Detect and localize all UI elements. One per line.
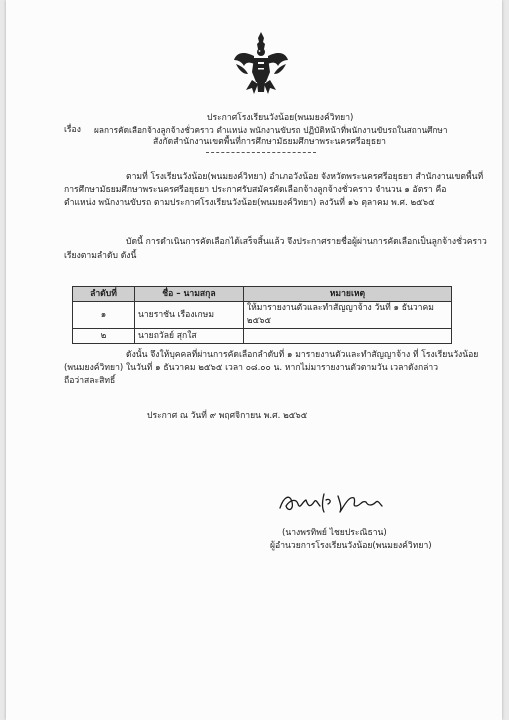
paragraph-3-line-2: (พนมยงค์วิทยา) ในวันที่ ๑ ธันวาคม ๒๕๖๕ เวลา ๐๘.๐๐ น. หากไม่มารายงานตัวตามวัน เวลาดังกล่าว — [64, 363, 439, 373]
document-page — [6, 0, 502, 720]
paragraph-1-line-3: ตำแหน่ง พนักงานขับรถ ตามประกาศโรงเรียนวังน้อย(พนมยงค์วิทยา) ลงวันที่ ๑๖ ตุลาคม พ.ศ. ๒๕๖๕ — [64, 198, 435, 208]
subject-line-2: สังกัดสำนักงานเขตพื้นที่การศึกษามัธยมศึกษาพระนครศรีอยุธยา — [153, 137, 386, 147]
cell-name: นายราชัน เรืองเกษม — [134, 302, 243, 329]
table-row — [73, 329, 452, 344]
announced-date: ประกาศ ณ วันที่ ๙ พฤศจิกายน พ.ศ. ๒๕๖๕ — [147, 411, 308, 421]
subject-label: เรื่อง — [64, 125, 81, 135]
paragraph-1-line-1: ตามที่ โรงเรียนวังน้อย(พนมยงค์วิทยา) อำเภอวังน้อย จังหวัดพระนครศรีอยุธยา สำนักงานเขตพื้นที่ — [126, 172, 484, 182]
table-row — [73, 302, 452, 329]
header-order: ลำดับที่ — [73, 287, 135, 302]
signature-image — [276, 488, 386, 516]
signatory-title: ผู้อำนวยการโรงเรียนวังน้อย(พนมยงค์วิทยา) — [270, 541, 432, 551]
garuda-emblem-icon — [232, 30, 290, 96]
subject-line-1: ผลการคัดเลือกจ้างลูกจ้างชั่วคราว ตำแหน่ง พนักงานขับรถ ปฏิบัติหน้าที่พนักงานขับรถในสถานศึกษา — [94, 125, 448, 135]
header-divider — [206, 152, 316, 153]
table-header-row — [73, 287, 452, 302]
cell-remark: ให้มารายงานตัวและทำสัญญาจ้าง วันที่ ๑ ธันวาคม ๒๕๖๕ — [243, 302, 451, 329]
announcement-title: ประกาศโรงเรียนวังน้อย(พนมยงค์วิทยา) — [207, 113, 354, 123]
signatory-name: (นางพรทิพย์ ไชยประณิธาน) — [282, 528, 387, 538]
cell-remark — [243, 329, 451, 344]
paragraph-2-line-1: บัดนี้ การดำเนินการคัดเลือกได้เสร็จสิ้นแล้ว จึงประกาศรายชื่อผู้ผ่านการคัดเลือกเป็นลูกจ้างชั่วคราว — [126, 237, 487, 247]
paragraph-3-line-1: ดังนั้น จึงให้บุคคลที่ผ่านการคัดเลือกลำดับที่ ๑ มารายงานตัวและทำสัญญาจ้าง ที่ โรงเรียนวังน้อย — [126, 350, 479, 360]
paragraph-1-line-2: การศึกษามัธยมศึกษาพระนครศรีอยุธยา ประกาศรับสมัครคัดเลือกจ้างลูกจ้างชั่วคราว จำนวน ๑ อัตรา คือ — [64, 185, 447, 195]
paragraph-3-line-3: ถือว่าสละสิทธิ์ — [64, 376, 116, 386]
header-name: ชื่อ – นามสกุล — [134, 287, 243, 302]
header-remark: หมายเหตุ — [243, 287, 451, 302]
cell-order: ๒ — [73, 329, 135, 344]
paragraph-2-line-2: เรียงตามลำดับ ดังนี้ — [64, 251, 137, 261]
cell-name: นายถวัลย์ สุกใส — [134, 329, 243, 344]
cell-order: ๑ — [73, 302, 135, 329]
results-table — [72, 286, 452, 344]
